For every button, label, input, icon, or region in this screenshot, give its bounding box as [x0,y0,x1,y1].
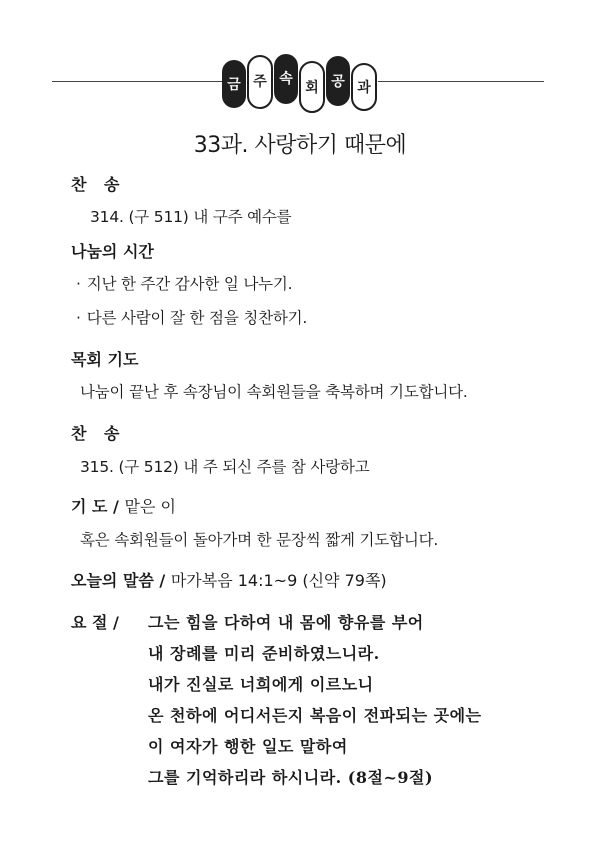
key-verse-line: 온 천하에 어디서든지 복음이 전파되는 곳에는 [148,706,482,725]
scripture-heading [71,568,387,591]
prayer-text: 혹은 속회원들이 돌아가며 한 문장씩 짧게 기도합니다. [80,531,439,549]
logo-char: 속 [279,71,293,87]
key-verse-heading: 요 절 / [71,613,119,632]
logo-pill-3 [274,54,298,104]
logo-char: 공 [331,74,345,90]
logo-char: 금 [227,77,241,93]
logo-pill-4 [300,62,324,112]
key-verse-line: 내 장례를 미리 준비하였느니라. [148,644,380,663]
opening-prayer-heading: 목회 기도 [71,350,139,369]
key-verse-line: 그는 힘을 다하여 내 몸에 향유를 부어 [148,613,424,632]
lesson-title: 33과. 사랑하기 때문에 [193,133,407,158]
scripture-reference: 마가복음 14:1~9 (신약 79쪽) [170,571,387,590]
hymn-heading: 찬 송 [71,424,126,443]
prayer-heading-label: 기 도 / [71,497,119,516]
key-verse-line: 내가 진실로 너희에게 이르노니 [148,675,374,694]
sharing-item [76,272,292,294]
key-verse-line: 그를 기억하리라 하시니라. (8절~9절) [148,768,434,787]
bullet: · [76,275,81,293]
logo-pill-2 [248,56,272,108]
logo-pill-1 [222,60,246,108]
logo-char: 과 [357,80,371,96]
logo-pill-6 [352,64,376,110]
sharing-heading: 나눔의 시간 [71,242,154,261]
hymn-text: 315. (구 512) 내 주 되신 주를 참 사랑하고 [80,458,370,476]
prayer-heading [71,494,176,517]
header-rule-right [378,81,544,82]
opening-prayer-text: 나눔이 끝난 후 속장님이 속회원들을 축복하며 기도합니다. [80,383,468,401]
logo-pill-5 [326,56,350,106]
hymn-heading: 찬 송 [71,175,126,194]
sharing-item-text: 다른 사람이 잘 한 점을 칭찬하기. [86,309,308,327]
series-logo [218,50,380,118]
logo-char: 회 [305,80,319,96]
hymn-text: 314. (구 511) 내 구주 예수를 [90,208,292,226]
bullet: · [76,309,81,327]
prayer-leader: 맡은 이 [124,497,176,516]
scripture-heading-label: 오늘의 말씀 / [71,571,166,590]
logo-char: 주 [253,74,267,90]
sharing-item-text: 지난 한 주간 감사한 일 나누기. [86,275,293,293]
header-rule-left [52,81,222,82]
sharing-item [76,306,307,328]
key-verse-line: 이 여자가 행한 일도 말하여 [148,737,348,756]
